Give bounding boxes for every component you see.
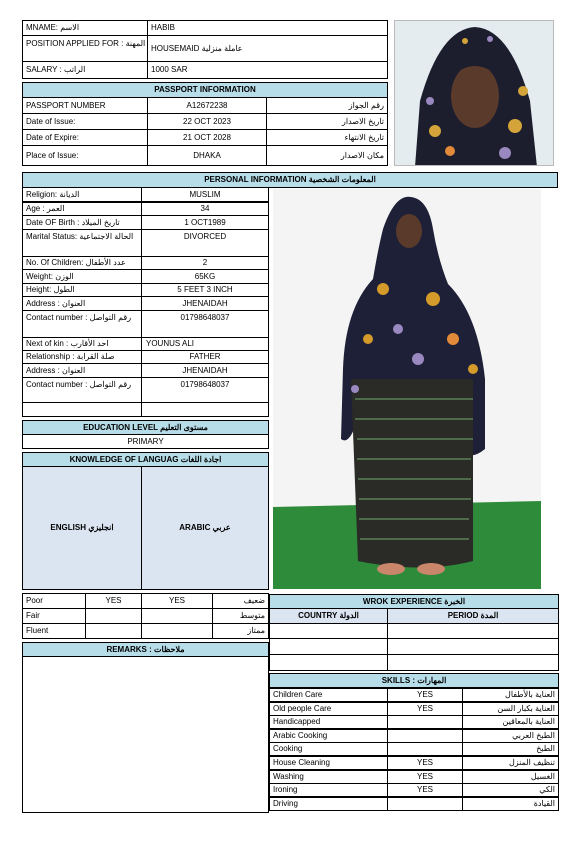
personal-row-value: 01798648037 bbox=[141, 377, 269, 403]
experience-header: WROK EXPERIENCE الخبرة bbox=[269, 594, 559, 609]
experience-country-cell bbox=[269, 638, 388, 655]
personal-row-value: 5 FEET 3 INCH bbox=[141, 283, 269, 297]
language-level-label: Fair bbox=[22, 608, 86, 624]
experience-period-cell bbox=[387, 638, 559, 655]
education-value: PRIMARY bbox=[22, 434, 269, 449]
personal-empty-value bbox=[141, 402, 269, 417]
personal-row-label: Age : العمر bbox=[22, 202, 142, 216]
personal-row-label: Next of kin : احد الأقارب bbox=[22, 337, 142, 351]
personal-row-label: Contact number : رقم التواصل bbox=[22, 377, 142, 403]
personal-row-label: Date OF Birth : تاريخ الميلاد bbox=[22, 215, 142, 230]
skill-row-label: Arabic Cooking bbox=[269, 729, 388, 743]
passport-row-arabic: مكان الاصدار bbox=[266, 145, 388, 166]
passport-header: PASSPORT INFORMATION bbox=[22, 82, 388, 98]
arabic-language: ARABIC عربي bbox=[141, 466, 269, 590]
period-column-header: PERIOD المدة bbox=[387, 608, 559, 624]
passport-row-arabic: تاريخ الانتهاء bbox=[266, 129, 388, 146]
language-level-arabic-label: ضعيف bbox=[212, 593, 269, 609]
english-language: ENGLISH انجليزي bbox=[22, 466, 142, 590]
personal-row-label: Address : العنوان bbox=[22, 363, 142, 378]
experience-period-cell bbox=[387, 654, 559, 671]
personal-row-label: No. Of Children: عدد الأطفال bbox=[22, 256, 142, 270]
personal-row-label: Contact number : رقم التواصل bbox=[22, 310, 142, 338]
language-level-english: YES bbox=[85, 593, 142, 609]
passport-row-label: Place of Issue: bbox=[22, 145, 148, 166]
passport-row-value: 21 OCT 2028 bbox=[147, 129, 267, 146]
position-label: POSITION APPLIED FOR : المهنة bbox=[22, 35, 148, 62]
skill-row-label: House Cleaning bbox=[269, 756, 388, 770]
skill-row-value bbox=[387, 715, 463, 729]
passport-row-label: Date of Expire: bbox=[22, 129, 148, 146]
skill-row-value: YES bbox=[387, 783, 463, 797]
skill-row-arabic: العناية بكبار السن bbox=[462, 702, 559, 716]
personal-row-label: Weight: الوزن bbox=[22, 269, 142, 284]
passport-row-arabic: تاريخ الاصدار bbox=[266, 113, 388, 130]
skill-row-label: Cooking bbox=[269, 742, 388, 756]
skill-row-value bbox=[387, 742, 463, 756]
language-level-english bbox=[85, 608, 142, 624]
personal-row-label: Address : العنوان bbox=[22, 296, 142, 311]
portrait-photo bbox=[394, 20, 554, 166]
language-level-english bbox=[85, 623, 142, 639]
personal-row-value: MUSLIM bbox=[141, 187, 269, 202]
passport-row-value: A12672238 bbox=[147, 97, 267, 114]
skill-row-label: Children Care bbox=[269, 688, 388, 702]
skill-row-value: YES bbox=[387, 688, 463, 702]
language-level-label: Fluent bbox=[22, 623, 86, 639]
skill-row-label: Old people Care bbox=[269, 702, 388, 716]
personal-row-label: Marital Status: الحالة الاجتماعية bbox=[22, 229, 142, 257]
language-level-arabic-label: ممتاز bbox=[212, 623, 269, 639]
skill-row-arabic: الطبخ العربي bbox=[462, 729, 559, 743]
experience-period-cell bbox=[387, 623, 559, 639]
skill-row-arabic: الغسيل bbox=[462, 770, 559, 784]
personal-row-label: Relationship : صلة القرابة bbox=[22, 350, 142, 364]
country-column-header: COUNTRY الدولة bbox=[269, 608, 388, 624]
remarks-header: REMARKS : ملاحظات bbox=[22, 642, 269, 657]
passport-row-label: PASSPORT NUMBER bbox=[22, 97, 148, 114]
remarks-area bbox=[22, 656, 269, 813]
experience-country-cell bbox=[269, 623, 388, 639]
skill-row-label: Washing bbox=[269, 770, 388, 784]
passport-row-label: Date of Issue: bbox=[22, 113, 148, 130]
name-value: HABIB bbox=[147, 20, 388, 36]
skill-row-arabic: العناية بالمعاقين bbox=[462, 715, 559, 729]
education-header: EDUCATION LEVEL مستوى التعليم bbox=[22, 420, 269, 435]
language-level-arabic bbox=[141, 623, 213, 639]
skill-row-arabic: الطبخ bbox=[462, 742, 559, 756]
skill-row-value: YES bbox=[387, 770, 463, 784]
personal-row-value: FATHER bbox=[141, 350, 269, 364]
personal-row-value: JHENAIDAH bbox=[141, 296, 269, 311]
passport-row-value: DHAKA bbox=[147, 145, 267, 166]
skill-row-label: Handicapped bbox=[269, 715, 388, 729]
personal-row-value: 1 OCT1989 bbox=[141, 215, 269, 230]
passport-row-value: 22 OCT 2023 bbox=[147, 113, 267, 130]
language-level-arabic-label: متوسط bbox=[212, 608, 269, 624]
personal-row-value: 2 bbox=[141, 256, 269, 270]
language-header: KNOWLEDGE OF LANGUAG اجادة اللغات bbox=[22, 452, 269, 467]
language-level-arabic bbox=[141, 608, 213, 624]
personal-row-value: JHENAIDAH bbox=[141, 363, 269, 378]
skill-row-value bbox=[387, 797, 463, 811]
full-body-photo bbox=[273, 189, 541, 589]
language-level-label: Poor bbox=[22, 593, 86, 609]
personal-row-label: Religion: الديانة bbox=[22, 187, 142, 202]
skill-row-value bbox=[387, 729, 463, 743]
skill-row-arabic: الكي bbox=[462, 783, 559, 797]
position-value: HOUSEMAID عاملة منزلية bbox=[147, 35, 388, 62]
skills-header: SKILLS : المهارات bbox=[269, 673, 559, 688]
personal-row-value: DIVORCED bbox=[141, 229, 269, 257]
skill-row-label: Driving bbox=[269, 797, 388, 811]
personal-row-value: 34 bbox=[141, 202, 269, 216]
personal-row-value: YOUNUS ALI bbox=[141, 337, 269, 351]
skill-row-arabic: القيادة bbox=[462, 797, 559, 811]
skill-row-arabic: العناية بالأطفال bbox=[462, 688, 559, 702]
passport-row-arabic: رقم الجواز bbox=[266, 97, 388, 114]
personal-empty-cell bbox=[22, 402, 142, 417]
salary-label: SALARY : الراتب bbox=[22, 61, 148, 79]
personal-row-value: 65KG bbox=[141, 269, 269, 284]
personal-row-value: 01798648037 bbox=[141, 310, 269, 338]
language-level-arabic: YES bbox=[141, 593, 213, 609]
skill-row-value: YES bbox=[387, 702, 463, 716]
personal-row-label: Height: الطول bbox=[22, 283, 142, 297]
skill-row-value: YES bbox=[387, 756, 463, 770]
name-label: MNAME: الاسم bbox=[22, 20, 148, 36]
experience-country-cell bbox=[269, 654, 388, 671]
salary-value: 1000 SAR bbox=[147, 61, 388, 79]
skill-row-arabic: تنظيف المنزل bbox=[462, 756, 559, 770]
skill-row-label: Ironing bbox=[269, 783, 388, 797]
personal-header: PERSONAL INFORMATION المعلومات الشخصية bbox=[22, 172, 558, 188]
